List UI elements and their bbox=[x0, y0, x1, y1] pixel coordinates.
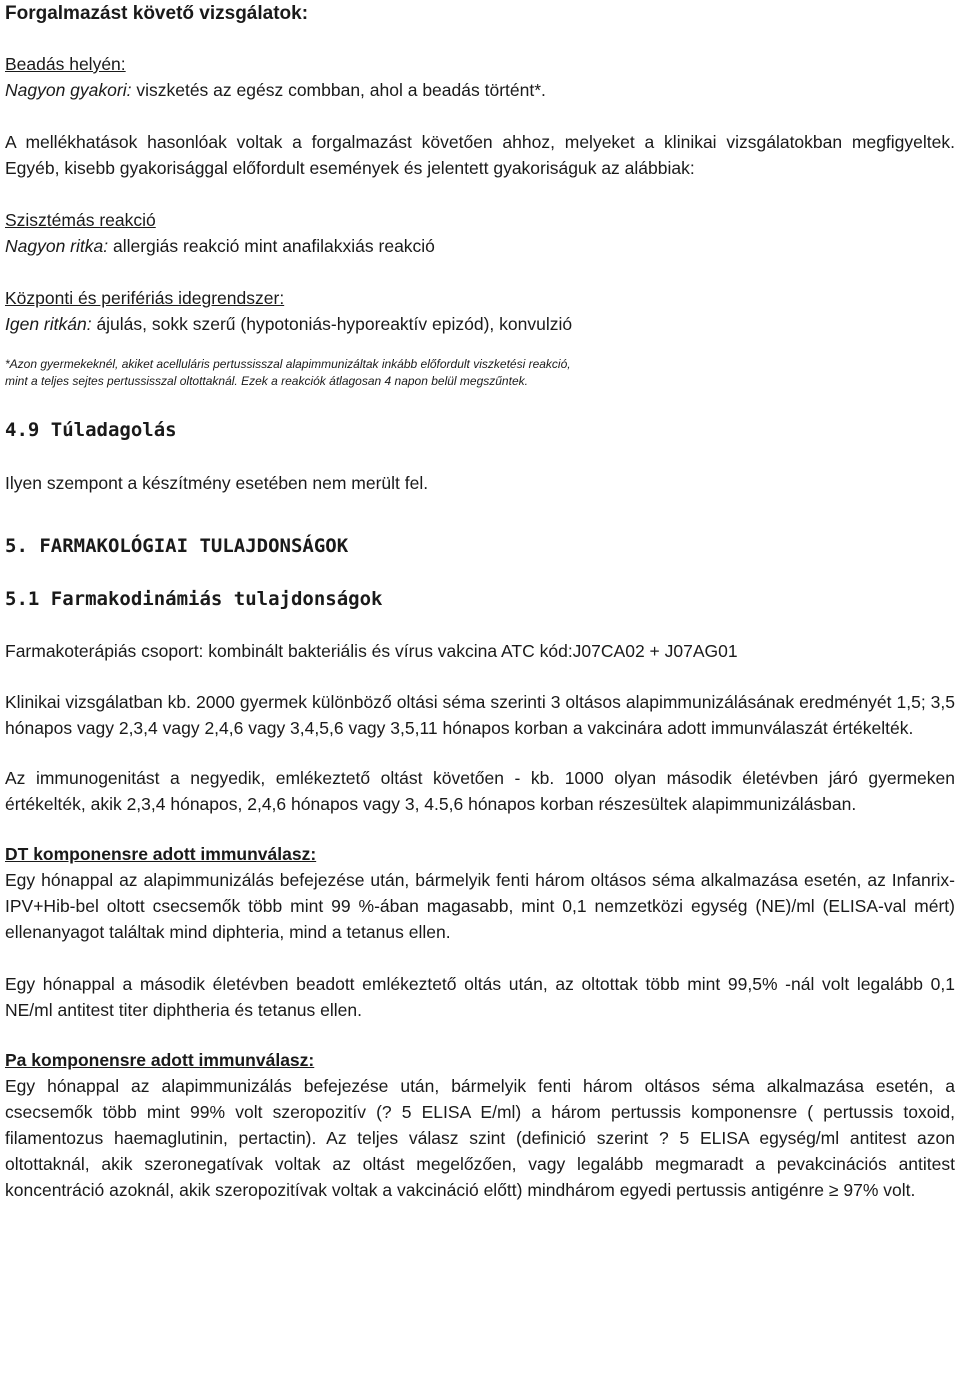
dt-paragraph-1: Egy hónappal az alapimmunizálás befejezése után, bármelyik fenti három oltásos séma alkalmazása esetén, az Infanrix- IPV+Hib-bel oltott csecsemők több mint 99 %-ában magasabb, mint 0,1 nemzetközi egység (NE)/ml (ELISA-val mért) ellenanyagot találtak mind diphteria, mind a tetanus ellen. bbox=[5, 870, 955, 942]
immunogenicity-paragraph: Az immunogenitást a negyedik, emlékeztető oltást követően - kb. 1000 olyan második életévben járó gyermeken értékelték, akik 2,3,4 hónapos, 2,4,6 hónapos vagy 3, 4.5,6 hónapos korban részesültek alapimmunizálásban. bbox=[5, 768, 955, 814]
document-page bbox=[5, 0, 955, 1203]
similar-effects-paragraph: A mellékhatások hasonlóak voltak a forgalmazást követően ahhoz, melyeket a klinikai vizsgálatokban megfigyeltek. Egyéb, kisebb gyakorisággal előfordult események és jelentett gyakoriságuk az alábbiak: bbox=[5, 132, 955, 178]
injection-site-line: Nagyon gyakori: viszketés az egész combban, ahol a beadás történt*. bbox=[5, 80, 546, 100]
pa-heading: Pa komponensre adott immunválasz: bbox=[5, 1050, 315, 1070]
pharmacodynamic-heading: 5.1 Farmakodinámiás tulajdonságok bbox=[5, 588, 383, 610]
dt-paragraph-2: Egy hónappal a második életévben beadott emlékeztető oltás után, az oltottak több mint 99,5% -nál volt legalább 0,1 NE/ml antitest titer diphtheria és tetanus ellen. bbox=[5, 974, 955, 1020]
overdose-text: Ilyen szempont a készítmény esetében nem merült fel. bbox=[5, 473, 429, 493]
clinical-study-paragraph: Klinikai vizsgálatban kb. 2000 gyermek különböző oltási séma szerinti 3 oltásos alapimmunizálásának eredményét 1,5; 3,5 hónapos vagy 2,3,4 vagy 2,4,6 vagy 3,4,5,6 vagy 3,5,11 hónapos korban a vakcinára adott immunválaszát értékelték. bbox=[5, 692, 955, 738]
dt-heading: DT komponensre adott immunválasz: bbox=[5, 844, 317, 864]
pharma-heading: 5. FARMAKOLÓGIAI TULAJDONSÁGOK bbox=[5, 535, 349, 557]
overdose-heading: 4.9 Túladagolás bbox=[5, 419, 177, 441]
pa-paragraph: Egy hónappal az alapimmunizálás befejezése után, bármelyik fenti három oltásos séma alkalmazása esetén, a csecsemők több mint 99% volt szeropozitív (? 5 ELISA E/ml) a három pertussis komponensre ( pertussis toxoid, filamentozus haemaglutinin, pertactin). Az teljes válasz szint (definició szerint ? 5 ELISA egység/ml antitest azon oltottaknál, akik szeronegatívak voltak az oltást megelőzően, vagy legalább megmaradt a pevakcinációs antitest koncentráció azoknál, akik szeropozitívak voltak a vakcináció előtt) mindhárom egyedi pertussis antigénre ≥ 97% volt. bbox=[5, 1076, 955, 1200]
nervous-label: Központi és perifériás idegrendszer: bbox=[5, 288, 285, 308]
therapeutic-group: Farmakoterápiás csoport: kombinált bakteriális és vírus vakcina ATC kód:J07CA02 + J07AG01 bbox=[5, 641, 738, 661]
heading-postmarketing: Forgalmazást követő vizsgálatok: bbox=[5, 3, 309, 24]
systemic-label: Szisztémás reakció bbox=[5, 210, 156, 230]
systemic-line: Nagyon ritka: allergiás reakció mint anafilakxiás reakció bbox=[5, 236, 435, 256]
nervous-line: Igen ritkán: ájulás, sokk szerű (hypotoniás-hyporeaktív epizód), konvulzió bbox=[5, 314, 573, 334]
footnote-line-1: *Azon gyermekeknél, akiket acelluláris pertussisszal alapimmunizáltak inkább előfordult viszketési reakció, bbox=[5, 357, 571, 371]
footnote-line-2: mint a teljes sejtes pertussisszal oltottaknál. Ezek a reakciók átlagosan 4 napon belül megszűntek. bbox=[5, 374, 528, 388]
injection-site-label: Beadás helyén: bbox=[5, 54, 126, 74]
